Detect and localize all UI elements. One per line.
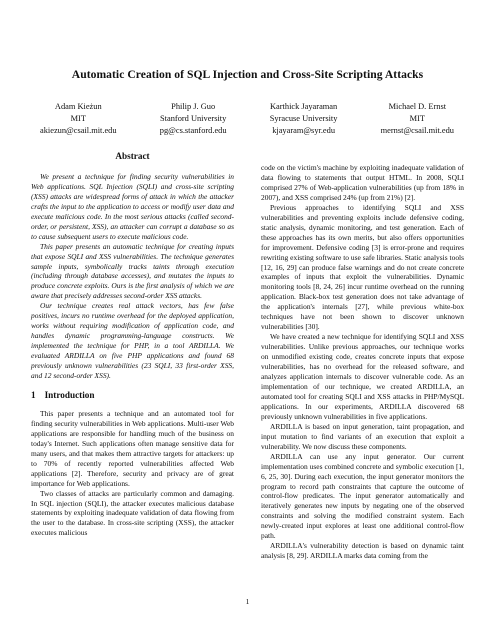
abstract-paragraph: Our technique creates real attack vectors, has few false positives, incurs no runtime overhead for the deployed application, works without requiring modification of application code, and handles dynamic programming-language constructs. We implemented the technique for PHP, in a tool ARDILLA. We evaluated ARDILLA on five PHP applications and found 68 previously unknown vulnerabilities (23 SQLI, 33 first-order XSS, and 12 second-order XSS).: [31, 301, 234, 381]
section-number: 1: [31, 389, 36, 400]
body-paragraph: ARDILLA can use any input generator. Our current implementation uses combined concrete and symbolic execution [1, 6, 25, 30]. During each execution, the input generator monitors the program to record path constraints that capture the outcome of control-flow predicates. The input generator automatically and iteratively generates new inputs by negating one of the observed constraints and solving the modified constraint system. Each newly-created input explores at least one additional control-flow path.: [261, 451, 464, 541]
author-affiliation: MIT: [70, 113, 86, 123]
body-paragraph: ARDILLA's vulnerability detection is based on dynamic taint analysis [8, 29]. ARDILLA marks data coming from the: [261, 541, 464, 561]
author-block: [160, 101, 227, 136]
section-heading: [31, 391, 234, 401]
author-list: [40, 101, 454, 136]
author-block: [381, 101, 454, 136]
author-name: Adam Kieżun: [54, 102, 102, 111]
body-paragraph: Two classes of attacks are particularly common and damaging. In SQL injection (SQLI), the attacker executes malicious database statements by exploiting inadequate validation of data flowing from the user to the database. In cross-site scripting (XSS), the attacker executes malicious: [31, 488, 234, 538]
section-title: Introduction: [44, 389, 95, 400]
author-block: [270, 101, 338, 136]
abstract-section: [31, 152, 234, 381]
author-email: mernst@csail.mit.edu: [380, 125, 454, 135]
author-affiliation: MIT: [409, 113, 425, 123]
body-paragraph: This paper presents a technique and an automated tool for finding security vulnerabilities in Web applications. Multi-user Web applications are responsible for handling much of the business on today's Internet. Such applications often manage sensitive data for many users, and that makes them attractive targets for attackers: up to 70% of recently reported vulnerabilities affected Web applications [2]. Therefore, security and privacy are of great importance for Web applications.: [31, 408, 234, 488]
abstract-paragraph: We present a technique for finding security vulnerabilities in Web applications. SQL Injection (SQLI) and cross-site scripting (XSS) attacks are widespread forms of attack in which the attacker crafts the input to the application to access or modify user data and execute malicious code. In the most serious attacks (called second-order, or persistent, XSS), an attacker can corrupt a database so as to cause subsequent users to execute malicious code.: [31, 171, 234, 241]
author-email: akiezun@csail.mit.edu: [40, 125, 117, 135]
author-affiliation: Stanford University: [160, 113, 227, 123]
body-paragraph: Previous approaches to identifying SQLI and XSS vulnerabilities and preventing exploits include defensive coding, static analysis, dynamic monitoring, and test generation. Each of these approaches has its own merits, but also offers opportunities for improvement. Defensive coding [3] is error-prone and requires rewriting existing software to use safe libraries. Static analysis tools [12, 16, 29] can produce false warnings and do not create concrete examples of inputs that exploit the vulnerabilities. Dynamic monitoring tools [8, 24, 26] incur runtime overhead on the running application. Black-box test generation does not take advantage of the application's internals [27], while previous white-box techniques have not been shown to discover unknown vulnerabilities [30].: [261, 202, 464, 332]
author-name: Karthick Jayaraman: [270, 102, 338, 111]
author-affiliation: Syracuse University: [269, 113, 338, 123]
right-column: [261, 163, 464, 561]
left-column: [31, 152, 234, 538]
author-block: [40, 101, 117, 136]
paper-title: Automatic Creation of SQL Injection and Cross-Site Scripting Attacks: [71, 68, 424, 81]
author-name: Michael D. Ernst: [388, 102, 447, 111]
body-paragraph: We have created a new technique for identifying SQLI and XSS vulnerabilities. Unlike previous approaches, our technique works on unmodified existing code, creates concrete inputs that expose vulnerabilities, has no overhead for the released software, and analyzes application internals to discover vulnerable code. As an implementation of our technique, we created ARDILLA, an automated tool for creating SQLI and XSS attacks in PHP/MySQL applications. In our experiments, ARDILLA discovered 68 previously unknown vulnerabilities in five applications.: [261, 332, 464, 421]
abstract-heading: Abstract: [115, 151, 150, 161]
page-number: 1: [245, 597, 250, 606]
author-name: Philip J. Guo: [171, 102, 216, 111]
author-email: kjayaram@syr.edu: [272, 125, 336, 135]
body-paragraph: ARDILLA is based on input generation, taint propagation, and input mutation to find variants of an execution that exploit a vulnerability. We now discuss these components.: [261, 421, 464, 451]
author-email: pg@cs.stanford.edu: [159, 125, 227, 135]
abstract-paragraph: This paper presents an automatic technique for creating inputs that expose SQLI and XSS vulnerabilities. The technique generates sample inputs, symbolically tracks taints through execution (including through database accesses), and mutates the inputs to produce concrete exploits. Ours is the first analysis of which we are aware that precisely addresses second-order XSS attacks.: [31, 241, 234, 301]
body-paragraph: code on the victim's machine by exploiting inadequate validation of data flowing to statements that output HTML. In 2008, SQLI comprised 27% of Web-application vulnerabilities (up from 18% in 2007), and XSS comprised 24% (up from 21%) [2].: [261, 163, 464, 202]
